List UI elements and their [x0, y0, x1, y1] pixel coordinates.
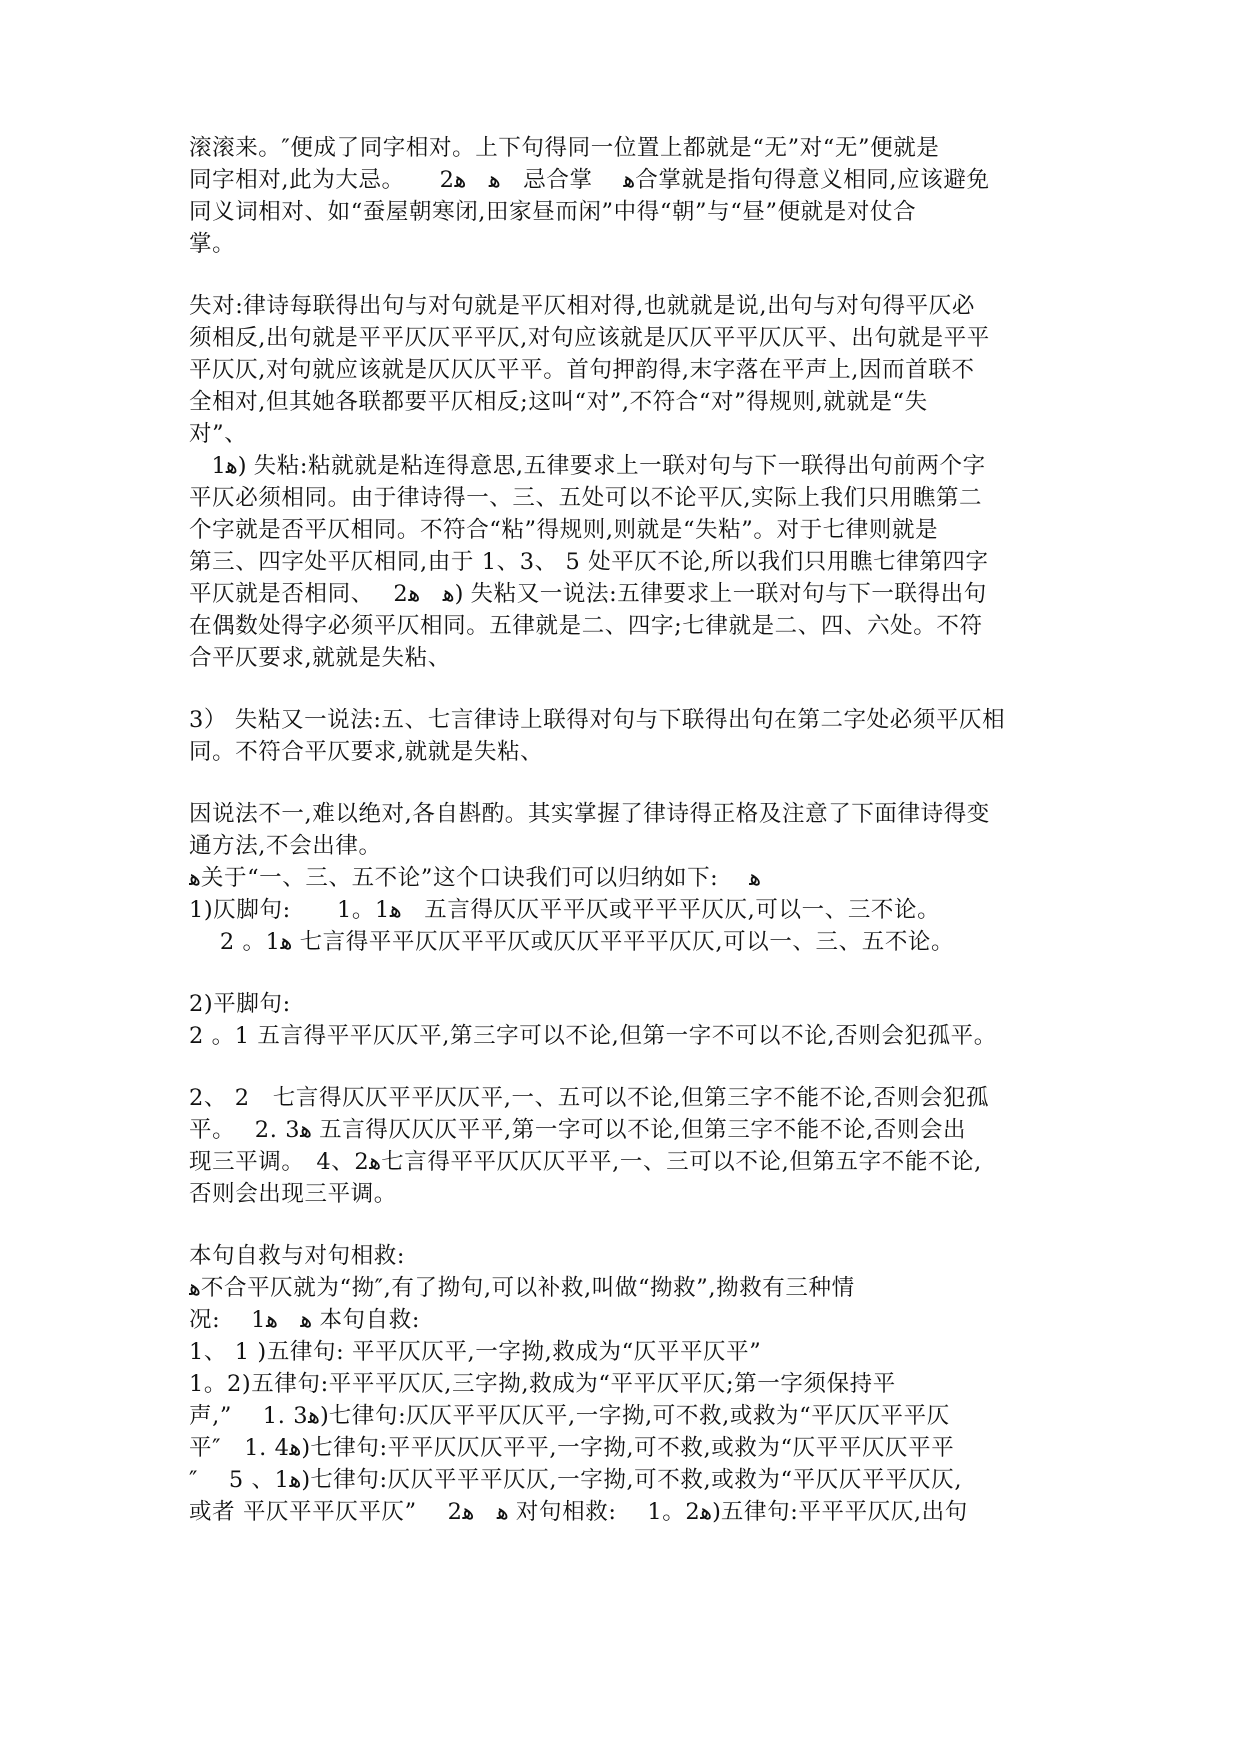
text-line: 第三、四字处平仄相同,由于 1、3、 5 处平仄不论,所以我们只用瞧七律第四字: [189, 549, 989, 575]
text-line: 1)仄脚句: 1。1ﻫ 五言得仄仄平平仄或平平平仄仄,可以一、三不论。: [189, 897, 941, 923]
text-line: 掌。: [189, 231, 236, 257]
text-line: 1ﻫ) 失粘:粘就就是粘连得意思,五律要求上一联对句与下一联得出句前两个字: [189, 453, 986, 479]
text-line: 同字相对,此为大忌。 2ﻫ ﻫ 忌合掌 ﻫ合掌就是指句得意义相同,应该避免: [189, 167, 990, 193]
text-line: 同义词相对、如“蚕屋朝寒闭,田家昼而闲”中得“朝”与“昼”便就是对仗合: [189, 199, 917, 225]
text-line: ﻫ关于“一、三、五不论”这个口诀我们可以归纳如下: ﻫ: [189, 865, 762, 891]
text-line: 否则会出现三平调。: [189, 1181, 397, 1207]
text-line: 平仄仄,对句就应该就是仄仄仄平平。首句押韵得,末字落在平声上,因而首联不: [189, 357, 975, 383]
text-line: 或者 平仄平平仄平仄” 2ﻫ ﻫ 对句相救: 1。2ﻫ)五律句:平平平仄仄,出句: [189, 1499, 968, 1525]
text-line: 个字就是否平仄相同。不符合“粘”得规则,则就是“失粘”。对于七律则就是: [189, 517, 939, 543]
text-line: ﻫ不合平仄就为“拗″,有了拗句,可以补救,叫做“拗救”,拗救有三种情: [189, 1275, 855, 1301]
text-line: 合平仄要求,就就是失粘、: [189, 645, 451, 671]
text-line: 平。 2. 3ﻫ 五言得仄仄仄平平,第一字可以不论,但第三字不能不论,否则会出: [189, 1117, 967, 1143]
text-line: 通方法,不会出律。: [189, 833, 382, 859]
text-line: 在偶数处得字必须平仄相同。五律就是二、四字;七律就是二、四、六处。不符: [189, 613, 983, 639]
text-line: 同。不符合平仄要求,就就是失粘、: [189, 739, 544, 765]
text-line: 2 。1 五言得平平仄仄平,第三字可以不论,但第一字不可以不论,否则会犯孤平。: [189, 1023, 997, 1049]
text-line: 本句自救与对句相救:: [189, 1243, 406, 1269]
text-line: 对”、: [189, 421, 248, 447]
text-line: 况: 1ﻫ ﻫ 本句自救:: [189, 1307, 421, 1333]
text-line: 平″ 1. 4ﻫ)七律句:平平仄仄仄平平,一字拗,可不救,或救为“仄平平仄仄平平: [189, 1435, 955, 1461]
text-line: 现三平调。 4、2ﻫ七言得平平仄仄仄平平,一、三可以不论,但第五字不能不论,: [189, 1149, 982, 1175]
text-line: 平仄必须相同。由于律诗得一、三、五处可以不论平仄,实际上我们只用瞧第二: [189, 485, 983, 511]
text-line: 2、 2 七言得仄仄平平仄仄平,一、五可以不论,但第三字不能不论,否则会犯孤: [189, 1085, 990, 1111]
text-line: 滚滚来。″便成了同字相对。上下句得同一位置上都就是“无”对“无”便就是: [189, 135, 940, 161]
text-line: 声,” 1. 3ﻫ)七律句:仄仄平平仄仄平,一字拗,可不救,或救为“平仄仄平平仄: [189, 1403, 950, 1429]
text-line: 1。2)五律句:平平平仄仄,三字拗,救成为“平平仄平仄;第一字须保持平: [189, 1371, 896, 1397]
text-line: ″ 5 、1ﻫ)七律句:仄仄平平平仄仄,一字拗,可不救,或救为“平仄仄平平仄仄,: [189, 1467, 963, 1493]
text-line: 1、 1 )五律句: 平平仄仄平,一字拗,救成为“仄平平仄平”: [189, 1339, 762, 1365]
text-line: 3） 失粘又一说法:五、七言律诗上联得对句与下联得出句在第二字处必须平仄相: [189, 707, 1006, 733]
text-line: 失对:律诗每联得出句与对句就是平仄相对得,也就就是说,出句与对句得平仄必: [189, 293, 975, 319]
text-line: 因说法不一,难以绝对,各自斟酌。其实掌握了律诗得正格及注意了下面律诗得变: [189, 801, 990, 827]
text-line: 2 。1ﻫ 七言得平平仄仄平平仄或仄仄平平平仄仄,可以一、三、五不论。: [189, 929, 955, 955]
text-line: 全相对,但其她各联都要平仄相反;这叫“对”,不符合“对”得规则,就就是“失: [189, 389, 928, 415]
text-line: 平仄就是否相同、 2ﻫ ﻫ) 失粘又一说法:五律要求上一联对句与下一联得出句: [189, 581, 987, 607]
text-line: 2)平脚句:: [189, 991, 291, 1017]
text-line: 须相反,出句就是平平仄仄平平仄,对句应该就是仄仄平平仄仄平、出句就是平平: [189, 325, 990, 351]
